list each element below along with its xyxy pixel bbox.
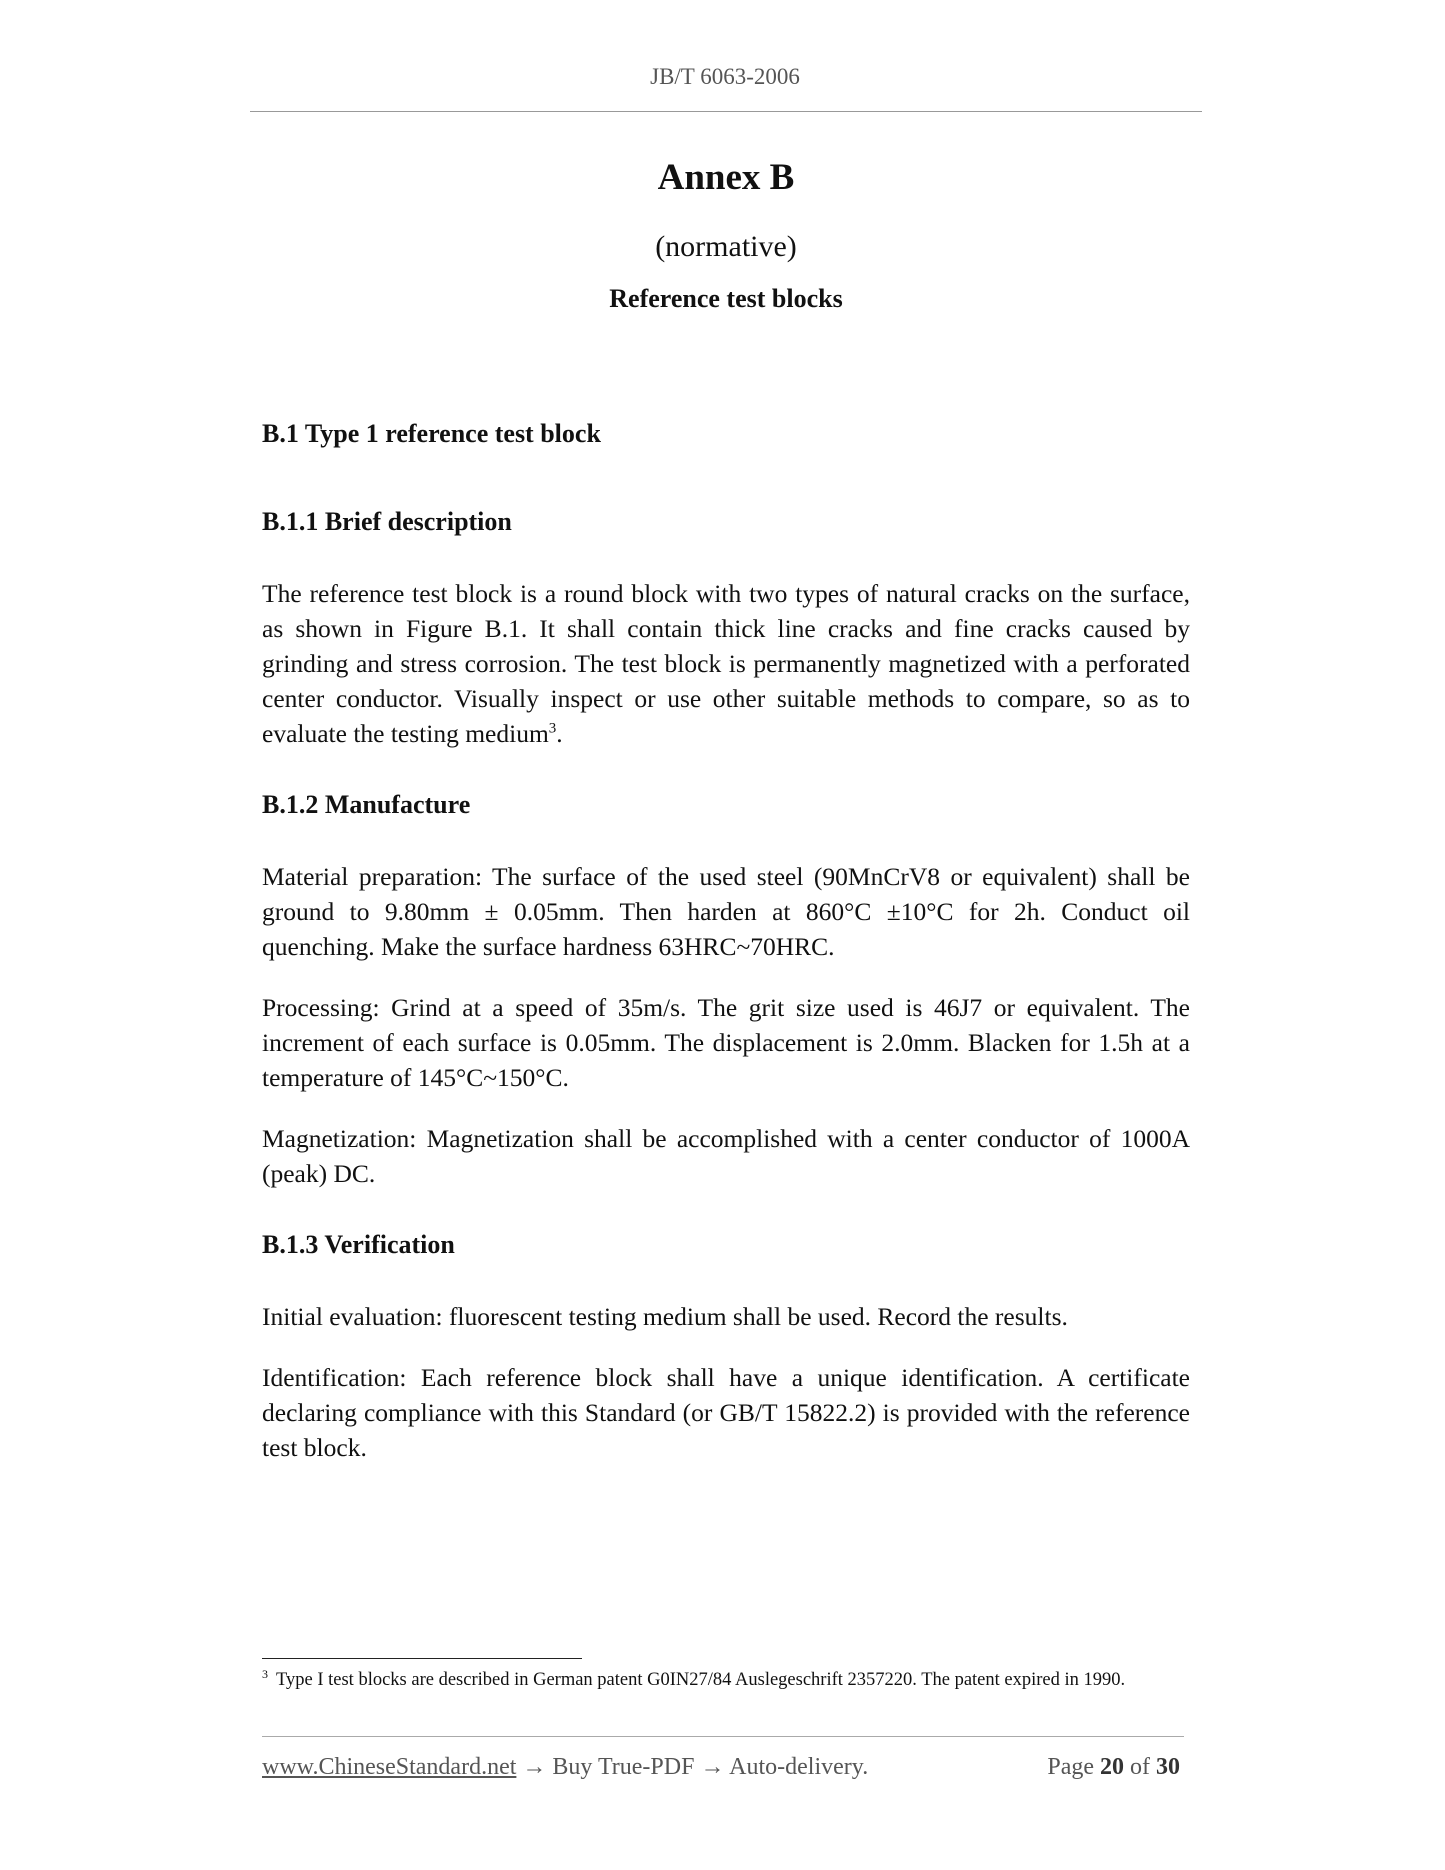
annex-title: Annex B — [657, 157, 795, 198]
section-heading-b13: B.1.3 Verification — [262, 1230, 455, 1259]
buy-pdf-link[interactable]: Buy True-PDF — [552, 1754, 695, 1780]
processing-paragraph: Processing: Grind at a speed of 35m/s. The grit size used is 46J7 or equivalent. The increment of each surface is 0.05mm. The displacement is 2.0mm. Blacken for 1.5h at a temperature of 145°C~150°C. — [262, 993, 1190, 1092]
identification-paragraph: Identification: Each reference block shall have a unique identification. A certificate declaring compliance with this Standard (or GB/T 15822.2) is provided with the reference test block. — [262, 1363, 1190, 1462]
footnote-rule — [262, 1658, 582, 1659]
page-total: 30 — [1156, 1754, 1180, 1780]
footnote — [262, 1668, 1172, 1692]
footer-rule — [262, 1736, 1184, 1737]
paragraph-text: The reference test block is a round block with two types of natural cracks on the surface, as shown in Figure B.1. It shall contain thick line cracks and fine cracks caused by grinding and stress corrosion. The test block is permanently magnetized with a perforated center conductor. Visually inspect or use other suitable methods to compare, so as to evaluate the testing medium — [262, 579, 1190, 748]
material-preparation-paragraph: Material preparation: The surface of the used steel (90MnCrV8 or equivalent) shall be ground to 9.80mm ± 0.05mm. Then harden at 860°C ±10°C for 2h. Conduct oil quenching. Make the surface hardness 63HRC~70HRC. — [262, 862, 1190, 961]
header-rule — [250, 111, 1202, 112]
page-label: Page — [1047, 1754, 1094, 1780]
magnetization-paragraph: Magnetization: Magnetization shall be accomplished with a center conductor of 1000A (peak) DC. — [262, 1124, 1190, 1188]
footnote-text: Type I test blocks are described in German patent G0IN27/84 Auslegeschrift 2357220. The patent expired in 1990. — [276, 1670, 1126, 1690]
page-number — [1047, 1754, 1180, 1781]
page-current: 20 — [1100, 1754, 1124, 1780]
page-footer — [262, 1754, 1184, 1781]
of-label: of — [1130, 1754, 1150, 1780]
footnote-number: 3 — [262, 1666, 268, 1681]
brief-description-paragraph — [262, 576, 1190, 751]
document-body — [262, 418, 1190, 1491]
section-heading-b12: B.1.2 Manufacture — [262, 790, 471, 819]
arrow-right-icon: → — [700, 1754, 725, 1780]
running-header: JB/T 6063-2006 — [650, 64, 800, 89]
section-heading-b1: B.1 Type 1 reference test block — [262, 419, 601, 448]
site-link[interactable]: www.ChineseStandard.net — [262, 1754, 517, 1780]
footnote-ref[interactable]: 3 — [548, 720, 557, 737]
annex-subtitle: (normative) — [655, 230, 797, 263]
initial-evaluation-paragraph: Initial evaluation: fluorescent testing medium shall be used. Record the results. — [262, 1302, 1068, 1331]
section-heading-b11: B.1.1 Brief description — [262, 507, 512, 536]
auto-delivery-text: Auto-delivery. — [729, 1754, 869, 1780]
paragraph-end: . — [556, 719, 563, 748]
arrow-right-icon: → — [522, 1754, 547, 1780]
annex-name: Reference test blocks — [609, 284, 843, 313]
